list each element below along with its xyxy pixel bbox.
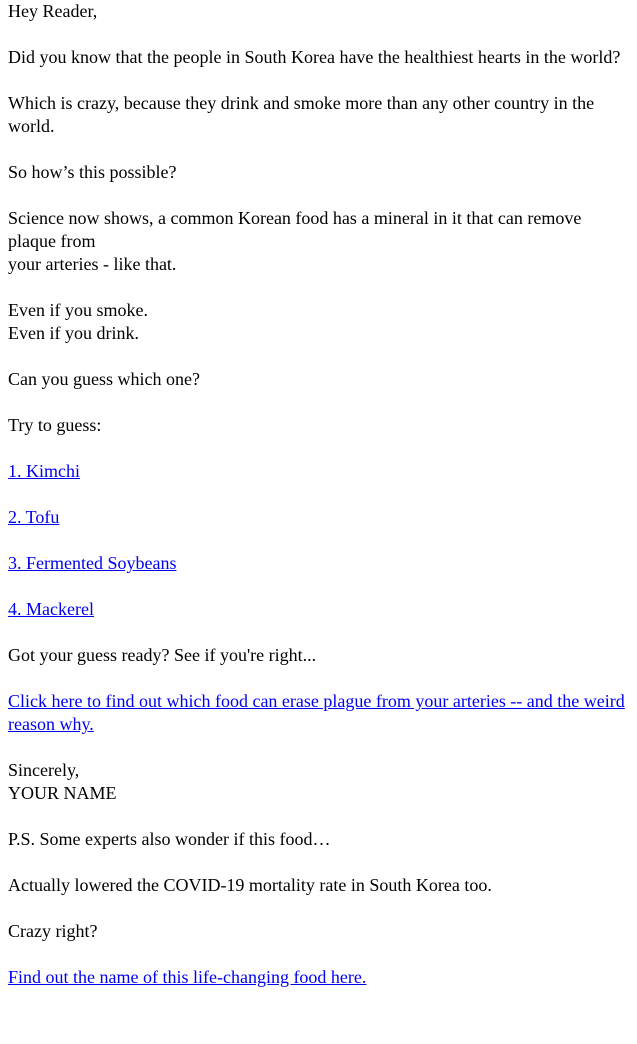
cta-link[interactable] bbox=[8, 690, 629, 736]
option-link-tofu[interactable]: 2. Tofu bbox=[8, 507, 60, 527]
option-link-fermented-soybeans[interactable]: 3. Fermented Soybeans bbox=[8, 553, 177, 573]
final-link[interactable]: Find out the name of this life-changing food here. bbox=[8, 967, 367, 987]
ps-crazy-right: Crazy right? bbox=[8, 921, 98, 941]
option-mackerel bbox=[8, 598, 629, 621]
paragraph-guess-ready: Got your guess ready? See if you're right... bbox=[8, 645, 317, 665]
paragraph-even-if bbox=[8, 299, 629, 345]
paragraph-try-to-guess: Try to guess: bbox=[8, 415, 102, 435]
cta-paragraph bbox=[8, 690, 629, 736]
option-tofu bbox=[8, 506, 629, 529]
signature: YOUR NAME bbox=[8, 783, 117, 803]
option-fermented-soybeans bbox=[8, 552, 629, 575]
paragraph-science bbox=[8, 207, 629, 276]
paragraph-guess-which: Can you guess which one? bbox=[8, 369, 200, 389]
final-link-paragraph bbox=[8, 966, 629, 989]
signoff: Sincerely, bbox=[8, 760, 80, 780]
paragraph-drink-smoke: Which is crazy, because they drink and smoke more than any other country in the world. bbox=[8, 93, 595, 136]
paragraph-science-line-2: your arteries - like that. bbox=[8, 254, 177, 274]
option-link-mackerel[interactable]: 4. Mackerel bbox=[8, 599, 94, 619]
option-kimchi bbox=[8, 460, 629, 483]
greeting: Hey Reader, bbox=[8, 1, 98, 21]
even-if-smoke-line: Even if you smoke. bbox=[8, 300, 148, 320]
paragraph-how-possible: So how’s this possible? bbox=[8, 162, 177, 182]
even-if-drink-line: Even if you drink. bbox=[8, 323, 139, 343]
cta-link-line-2[interactable]: reason why. bbox=[8, 714, 94, 734]
paragraph-healthiest-hearts: Did you know that the people in South Korea have the healthiest hearts in the world? bbox=[8, 47, 621, 67]
cta-link-line-1[interactable]: Click here to find out which food can erase plague from your arteries -- and the weird bbox=[8, 691, 625, 711]
signoff-block bbox=[8, 759, 629, 805]
paragraph-science-line-1: Science now shows, a common Korean food has a mineral in it that can remove plaque from bbox=[8, 208, 582, 251]
ps-paragraph: P.S. Some experts also wonder if this food… bbox=[8, 829, 331, 849]
ps-covid-paragraph: Actually lowered the COVID-19 mortality rate in South Korea too. bbox=[8, 875, 492, 895]
option-link-kimchi[interactable]: 1. Kimchi bbox=[8, 461, 80, 481]
